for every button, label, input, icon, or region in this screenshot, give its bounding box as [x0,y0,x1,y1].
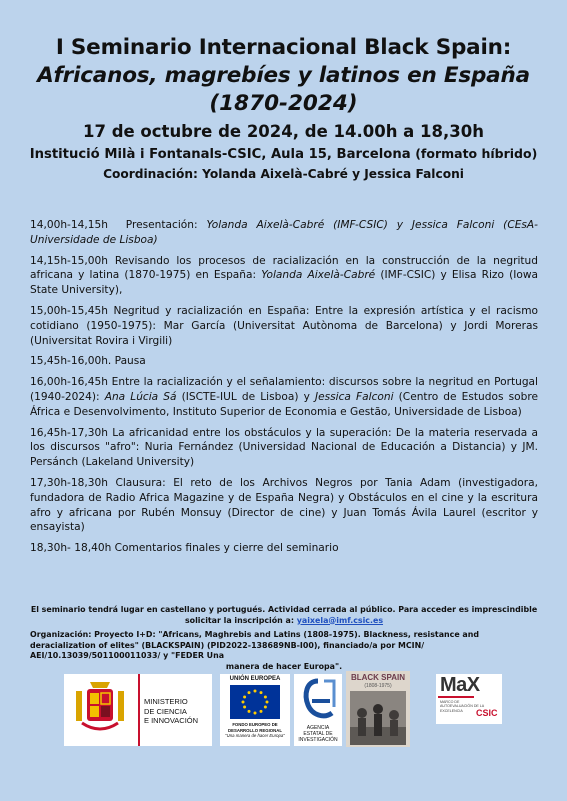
program-item: 16,45h-17,30h La africanidad entre los obstáculos y la superación: De la materia reservada a los discursos "afro": Nuria Fernández (Universidad Nacional de Educación a Distancia) y JM. Persánch (Lakeland University) [30,426,538,469]
program-item: 17,30h-18,30h Clausura: El reto de los Archivos Negros por Tania Adam (investigadora, fundadora de Radio Africa Magazine y de España Negra) y Obstáculos en el cine y la escritura afro y africana por Rubén Monsuy (Director de cine) y Juan Tomás Ávila Laurel (escritor y ensayista) [30,476,538,534]
max-divider [438,696,474,698]
aei-line: AGENCIA [306,725,330,731]
aei-line: ESTATAL DE [303,731,333,737]
footer-notes [30,605,538,672]
aei-emblem-icon [298,677,338,723]
max-csic-logo [436,674,502,724]
program-item: 14,15h-15,00h Revisando los procesos de racialización en la construcción de la negritud africana y latina (1870-1975) en España: Yolanda Aixelà-Cabré (IMF-CSIC) y Elisa Rizo (Iowa State University), [30,254,538,297]
book-years: (1808-1975) [364,683,392,689]
historic-photo-icon [350,691,406,745]
poster-header [0,34,567,183]
csic-label: CSIC [476,708,498,718]
place-name: Institució Milà i Fontanals-CSIC, Aula 15, Barcelona [29,147,411,162]
title-line-2: Africanos, magrebíes y latinos en España [37,63,530,88]
eu-title: UNIÓN EUROPEA [229,676,281,682]
program-item: 15,45h-16,00h. Pausa [30,355,146,368]
spain-coat-of-arms-icon [70,677,130,743]
aei-line: INVESTIGACIÓN [298,737,338,743]
ministerio-line: MINISTERIO [144,697,188,706]
program-item: 15,00h-15,45h Negritud y racialización en España: Entre la expresión artística y el racismo cotidiano (1950-1975): Mar García (Universitat Autònoma de Barcelona) y Jordi Moreras (Universitat Rovira i Virgili) [30,304,538,347]
black-spain-book-cover [346,671,410,747]
title-line-3: (1870-2024) [209,91,358,116]
max-label: MaX [440,674,480,696]
registration-notice: El seminario tendrá lugar en castellano y portugués. Actividad cerrada al público. Para acceder es imprescindible solicitar la inscripción a: yaixela@imf.csic.es [30,605,538,625]
program-item: 14,00h-14,15h Presentación: Yolanda Aixelà-Cabré (IMF-CSIC) y Jessica Falconi (CEsA-Universidade de Lisboa) [30,219,538,246]
program-list [30,218,538,562]
event-place [0,144,567,165]
ministerio-logo [64,674,212,746]
event-date: 17 de octubre de 2024, de 14.00h a 18,30h [82,122,484,141]
max-sub: MARCO DE [440,700,460,704]
organization-credit: Organización: Proyecto I+D: "Africans, Maghrebis and Latins (1808-1975). Blackness, resistance and deracialization of elites" (BLACKSPAIN) (PID2022-138689NB-I00), financiado/a por MCIN/ AEI/10.13039/501100011033/ y "FEDER Una manera de hacer Europa". [30,630,480,671]
place-format: (formato híbrido) [415,146,538,161]
max-sub: EXCELENCIA [440,708,463,713]
program-item: 16,00h-16,45h Entre la racialización y el señalamiento: discursos sobre la negritud en Portugal (1940-2024): Ana Lúcia Sá (ISCTE-IUL de Lisboa) y Jessica Falconi (Centro de Estudos sobre África e Desenvolvimento, Instituto Superior de Economia e Gestão, Universidade de Lisboa) [30,376,538,418]
aei-logo [294,674,342,746]
max-sub: AUTOEVALUACIÓN DE LA [440,704,485,709]
coordination: Coordinación: Yolanda Aixelà-Cabré y Jessica Falconi [103,167,464,181]
eu-flag-icon [230,685,280,719]
eu-sub: FONDO EUROPEO DE [232,722,278,727]
registration-email-link[interactable]: yaixela@imf.csic.es [296,615,384,625]
book-title: BLACK SPAIN [350,673,406,682]
eu-motto: "Una manera de hacer Europa" [225,733,285,738]
program-item: 18,30h- 18,40h Comentarios finales y cierre del seminario [30,542,339,555]
sponsor-logos [60,671,520,747]
title-line-1: I Seminario Internacional Black Spain: [55,35,512,60]
ministerio-line: DE CIENCIA [144,706,187,716]
eu-feder-logo [220,674,290,746]
ministerio-line: E INNOVACIÓN [144,716,199,725]
eu-sub: DESARROLLO REGIONAL [228,727,282,733]
